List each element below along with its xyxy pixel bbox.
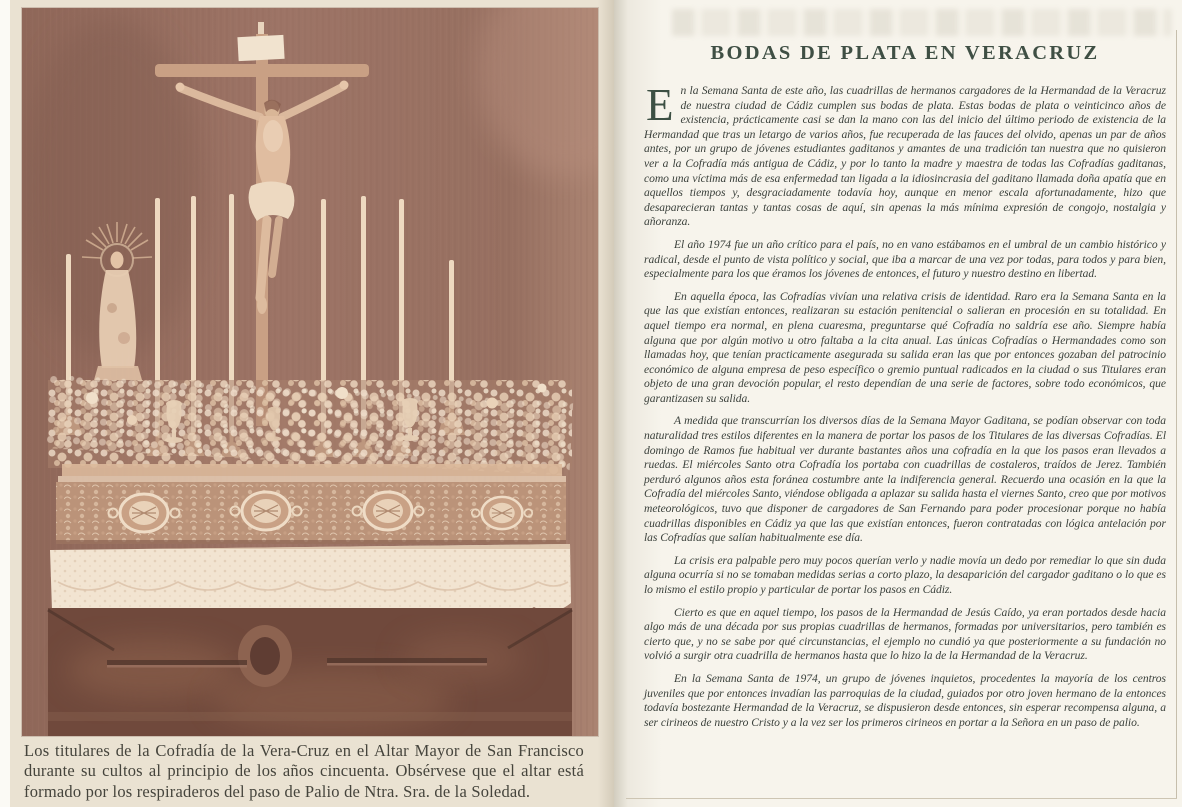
page-showthrough-band bbox=[672, 9, 1172, 36]
article-paragraph: La crisis era palpable pero muy pocos querían verlo y nadie movía un dedo por remediar lo que sin duda alguna ocurría si no se tomaban medidas serias a corto plazo, la desaparición del cargador gaditano o lo que es lo mismo el estilo propio y particular de portar los pasos en Cádiz. bbox=[644, 553, 1166, 596]
paragraph-text: n la Semana Santa de este año, las cuadrillas de hermanos cargadores de la Hermandad de la Veracruz de nuestra ciudad de Cádiz cumplen sus bodas de plata. Estas bodas de plata o veinticinco años de existencia, prácticamente casi se dan la mano con las del inicio del último periodo de existencia de la Hermandad que tras un letargo de varios años, fue recuperada de las fauces del olvido, apenas un par de años antes, por un grupo de jóvenes estudiantes gaditanos y amantes de una tradición tan nuestra que no quisieron ver a la Cofradía más antigua de Cádiz, y por lo tanto la madre y maestra de todas las Cofradías gaditanas, como una víctima más de esa enfermedad tan ligada a la idiosincrasia del gaditano llamada doña apatía que en aquellos tiempos y, desgraciadamente todavía hoy, aunque en menor escala afortunadamente, hizo que desaparecieran tantas y tantas cosas de aquí, sin apenas la más mínima expresión de congojo, nostalgia y añoranza. bbox=[644, 84, 1166, 229]
altar-photo-illustration bbox=[22, 8, 598, 736]
inri-plaque bbox=[237, 35, 284, 61]
photo-caption: Los titulares de la Cofradía de la Vera-Cruz en el Altar Mayor de San Francisco durante su cultos al principio de los años cincuenta. Obsérvese que el altar está formado por los respiraderos del paso de Palio de Ntra. Sra. de la Soledad. bbox=[24, 741, 584, 801]
article-paragraph: En la Semana Santa de 1974, un grupo de jóvenes inquietos, procedentes la mayoría de los centros juveniles que por entonces invadían las parroquias de la ciudad, guiados por otro joven hermano de la entonces todavía bostezante Hermandad de la Veracruz, se dispusieron desde entonces, sin esperar recompensa alguna, a ser cirineos de nuestro Cristo y a la vez ser los primeros cirineos en portar a la Señora en un paso de palio. bbox=[644, 671, 1166, 729]
flower-arrangement bbox=[46, 374, 573, 475]
respiraderos bbox=[56, 464, 566, 544]
article-paragraph bbox=[644, 80, 1166, 230]
altar-base bbox=[48, 608, 572, 736]
page-bottom-line bbox=[626, 798, 1177, 799]
drop-cap: E bbox=[646, 80, 674, 130]
article-paragraph: Cierto es que en aquel tiempo, los pasos de la Hermandad de Jesús Caído, ya eran portados desde hacia algo más de una década por sus propias cuadrillas de hermanos, formadas por universitarios, pero también es cierto que, y no se sabe por qué circunstancias, el ejemplo no cundió ya que posteriormente a su fundación no volvió a surgir otra cuadrilla de hermanos hasta que lo hizo la de la Hermandad de la Veracruz. bbox=[644, 605, 1166, 663]
article-paragraph: A medida que transcurrían los diversos días de la Semana Mayor Gaditana, se podían observar con toda naturalidad tres estilos diferentes en la manera de portar los pasos de los Titulares de las diversas Cofradías. El domingo de Ramos fue habitual ver durante bastantes años una cofradía en la que los pasos eran llevados a ruedas. El miércoles Santo otra Cofradía los portaba con cuadrillas de costaleros, traídos de Jerez. También perduró algunos años esta foránea costumbre ante la indiferencia general. Recuerdo una ocasión en la que la Cofradía del miércoles Santo, viéndose obligada a aplazar su salida hasta el viernes Santo, creo que por motivos meteorológicos, tuvo que disponer de cargadores de San Fernando para poder procesionar porque no había cuadrillas disponibles en Cádiz ya que las que existían entonces, fueron contratadas con lógica antelación por las Cofradías que salían habitualmente ese día. bbox=[644, 414, 1166, 545]
page-edge-line bbox=[1176, 30, 1177, 799]
article-title: BODAS DE PLATA EN VERACRUZ bbox=[710, 42, 1100, 64]
article-paragraph: El año 1974 fue un año crítico para el país, no en vano estábamos en el umbral de un cambio histórico y radical, desde el punto de vista político y social, que iba a marcar de una vez por todas, para todos y para bien, especialmente para los que éramos los jóvenes de entonces, el futuro y nuestro destino en libertad. bbox=[644, 237, 1166, 281]
article-paragraph: En aquella época, las Cofradías vivían una relativa crisis de identidad. Raro era la Semana Santa en la que las que existían entonces, realizaran su estación penitencial o salieran en procesión en su totalidad. En aquel tiempo era normal, en plena cuaresma, preguntarse qué Cofradía no saldría ese año. Siempre había alguna que por algún motivo u otro faltaba a la cita anual. Las únicas Cofradías o Hermandades como son llamadas hoy, que tenían practicamente asegurada su salida eran las que por entonces gozaban del patrocinio económico de alguna empresa de peso específico o gremio puntual radicados en la ciudad o sus Titulares eran objeto de una gran devoción popular, el resto dependían de una serie de factores, sobre todo económicos, que garantizasen su salida. bbox=[644, 289, 1166, 405]
altar-photo bbox=[22, 8, 598, 736]
article-body bbox=[644, 80, 1166, 730]
right-page bbox=[614, 0, 1182, 807]
